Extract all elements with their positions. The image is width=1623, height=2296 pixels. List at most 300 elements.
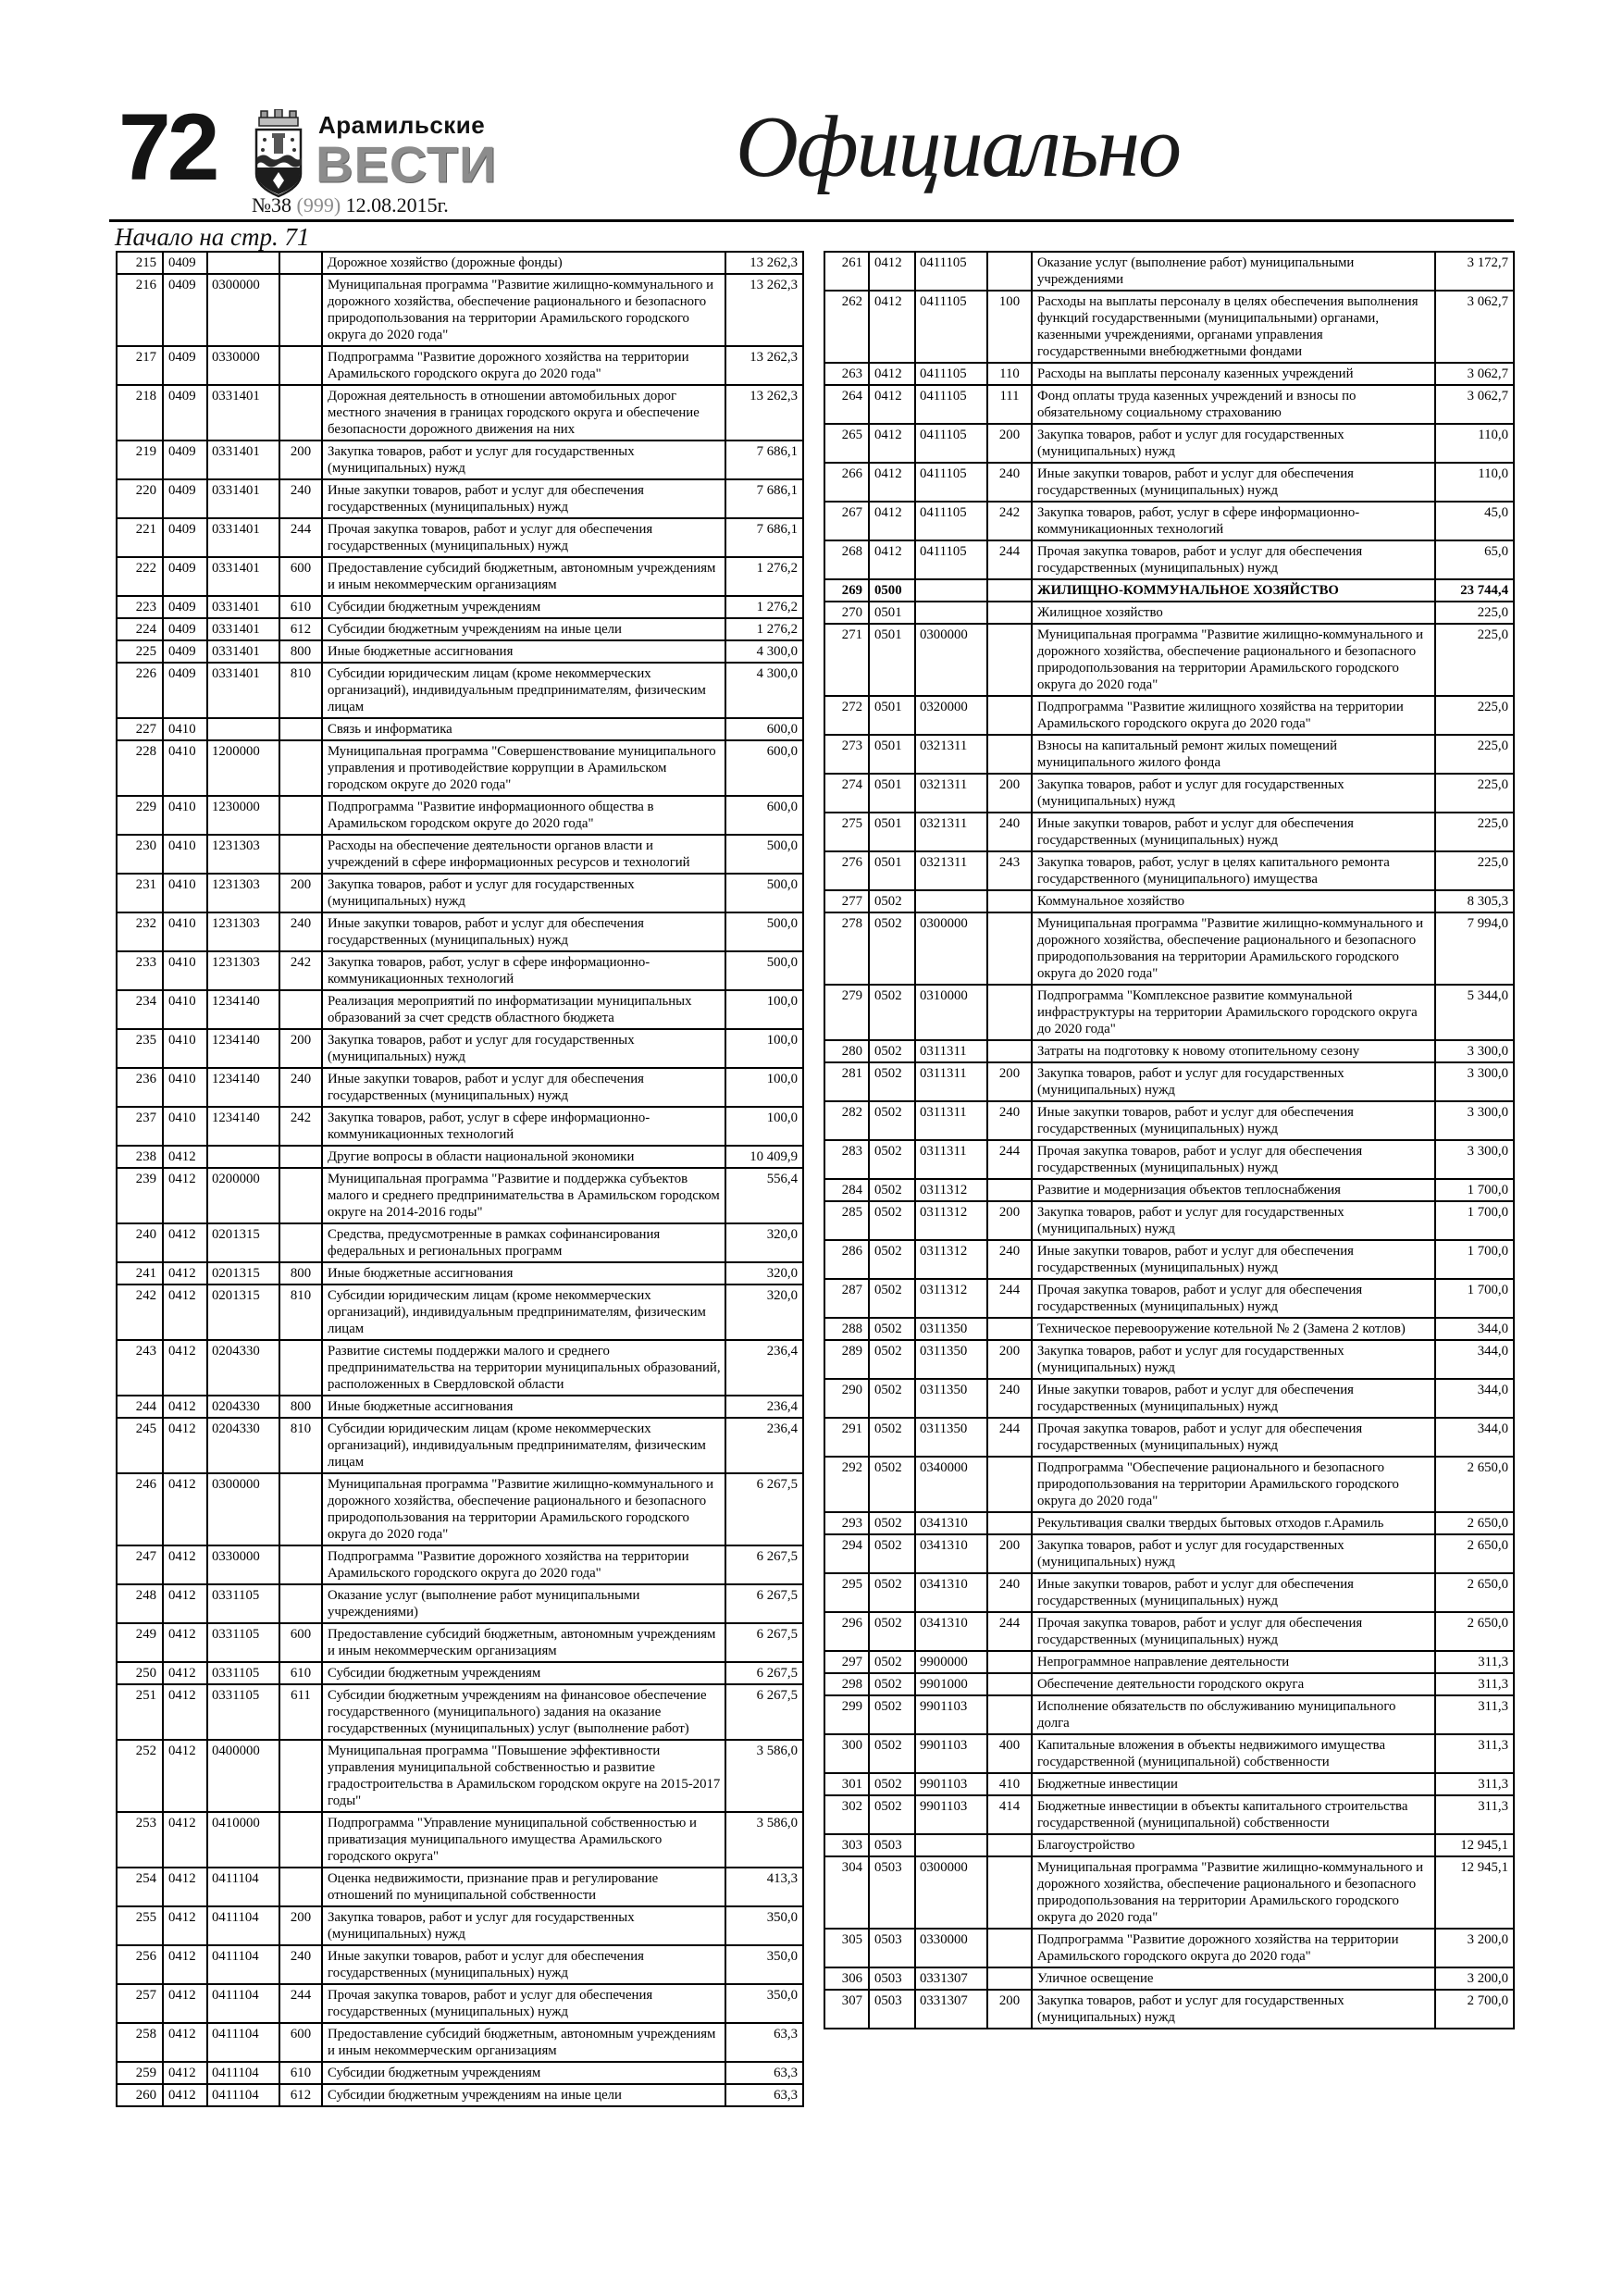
expense-type-cell: 244 <box>279 518 322 557</box>
target-article-cell: 0411105 <box>915 363 987 385</box>
budget-table-left <box>116 251 804 2107</box>
expense-type-cell: 200 <box>987 1201 1032 1240</box>
name-cell: Закупка товаров, работ и услуг для государственных (муниципальных) нужд <box>322 874 725 912</box>
row-number-cell: 227 <box>117 718 163 740</box>
expense-type-cell <box>987 579 1032 602</box>
section-code-cell: 0410 <box>163 912 207 951</box>
row-number-cell: 284 <box>824 1179 869 1201</box>
table-row <box>117 1068 803 1107</box>
target-article-cell: 1230000 <box>207 796 279 835</box>
amount-cell: 225,0 <box>1435 774 1514 813</box>
row-number-cell: 239 <box>117 1168 163 1223</box>
row-number-cell: 256 <box>117 1945 163 1984</box>
section-code-cell: 0412 <box>163 1945 207 1984</box>
section-code-cell: 0502 <box>869 1673 915 1695</box>
expense-type-cell: 242 <box>279 1107 322 1146</box>
table-row <box>824 1140 1514 1179</box>
name-cell: Расходы на выплаты персоналу в целях обеспечения выполнения функций государственными (муниципальными) органами, казенными учреждениями, органами управления государственными внебюджетными фондами <box>1032 291 1435 363</box>
table-row <box>824 1834 1514 1856</box>
expense-type-cell: 200 <box>987 1534 1032 1573</box>
amount-cell: 3 586,0 <box>725 1812 803 1868</box>
expense-type-cell: 600 <box>279 2023 322 2062</box>
row-number-cell: 305 <box>824 1929 869 1967</box>
table-row <box>824 502 1514 540</box>
name-cell: Субсидии бюджетным учреждениям <box>322 1662 725 1684</box>
expense-type-cell <box>279 1740 322 1812</box>
table-row <box>824 1573 1514 1612</box>
table-row <box>117 2084 803 2106</box>
target-article-cell: 0331401 <box>207 385 279 441</box>
row-number-cell: 229 <box>117 796 163 835</box>
target-article-cell: 0411105 <box>915 424 987 463</box>
name-cell: Иные бюджетные ассигнования <box>322 1262 725 1285</box>
expense-type-cell: 240 <box>279 479 322 518</box>
table-row <box>117 252 803 274</box>
row-number-cell: 271 <box>824 624 869 696</box>
section-code-cell: 0502 <box>869 1651 915 1673</box>
section-code-cell: 0502 <box>869 890 915 912</box>
table-row <box>824 1534 1514 1573</box>
expense-type-cell <box>987 912 1032 985</box>
name-cell: Закупка товаров, работ и услуг для государственных (муниципальных) нужд <box>1032 774 1435 813</box>
row-number-cell: 289 <box>824 1340 869 1379</box>
section-code-cell: 0410 <box>163 718 207 740</box>
expense-type-cell <box>279 346 322 385</box>
target-article-cell: 0311350 <box>915 1379 987 1418</box>
section-code-cell: 0502 <box>869 1340 915 1379</box>
name-cell: Другие вопросы в области национальной экономики <box>322 1146 725 1168</box>
name-cell: Прочая закупка товаров, работ и услуг для обеспечения государственных (муниципальных) нужд <box>1032 1140 1435 1179</box>
table-row <box>117 1945 803 1984</box>
row-number-cell: 272 <box>824 696 869 735</box>
crown-icon <box>259 109 298 126</box>
table-row <box>117 441 803 479</box>
row-number-cell: 267 <box>824 502 869 540</box>
expense-type-cell: 200 <box>279 441 322 479</box>
row-number-cell: 219 <box>117 441 163 479</box>
row-number-cell: 259 <box>117 2062 163 2084</box>
table-row <box>117 346 803 385</box>
expense-type-cell <box>987 1457 1032 1512</box>
table-row <box>117 740 803 796</box>
amount-cell: 110,0 <box>1435 424 1514 463</box>
amount-cell: 23 744,4 <box>1435 579 1514 602</box>
amount-cell: 320,0 <box>725 1262 803 1285</box>
name-cell: Закупка товаров, работ, услуг в целях капитального ремонта государственного (муниципального) имущества <box>1032 851 1435 890</box>
row-number-cell: 261 <box>824 252 869 291</box>
row-number-cell: 234 <box>117 990 163 1029</box>
table-row <box>117 874 803 912</box>
amount-cell: 3 062,7 <box>1435 385 1514 424</box>
target-article-cell: 0410000 <box>207 1812 279 1868</box>
amount-cell: 7 994,0 <box>1435 912 1514 985</box>
table-row <box>824 1512 1514 1534</box>
target-article-cell: 0321311 <box>915 735 987 774</box>
expense-type-cell <box>987 985 1032 1040</box>
name-cell: Дорожное хозяйство (дорожные фонды) <box>322 252 725 274</box>
amount-cell: 3 172,7 <box>1435 252 1514 291</box>
name-cell: Субсидии юридическим лицам (кроме некоммерческих организаций), индивидуальным предпринимателям, физическим лицам <box>322 1418 725 1473</box>
amount-cell: 500,0 <box>725 951 803 990</box>
expense-type-cell: 242 <box>987 502 1032 540</box>
table-row <box>117 596 803 618</box>
section-code-cell: 0502 <box>869 1418 915 1457</box>
section-code-cell: 0409 <box>163 346 207 385</box>
amount-cell: 311,3 <box>1435 1651 1514 1673</box>
amount-cell: 1 276,2 <box>725 618 803 640</box>
row-number-cell: 263 <box>824 363 869 385</box>
row-number-cell: 295 <box>824 1573 869 1612</box>
amount-cell: 13 262,3 <box>725 385 803 441</box>
expense-type-cell: 244 <box>987 540 1032 579</box>
name-cell: Прочая закупка товаров, работ и услуг для обеспечения государственных (муниципальных) нужд <box>1032 1418 1435 1457</box>
section-code-cell: 0410 <box>163 796 207 835</box>
continuation-note: Начало на стр. 71 <box>115 223 310 251</box>
amount-cell: 12 945,1 <box>1435 1856 1514 1929</box>
row-number-cell: 280 <box>824 1040 869 1062</box>
name-cell: Закупка товаров, работ и услуг для государственных (муниципальных) нужд <box>322 1029 725 1068</box>
target-article-cell: 0311311 <box>915 1040 987 1062</box>
expense-type-cell <box>279 1168 322 1223</box>
section-code-cell: 0503 <box>869 1990 915 2029</box>
section-code-cell: 0410 <box>163 1068 207 1107</box>
expense-type-cell: 800 <box>279 640 322 663</box>
section-code-cell: 0502 <box>869 1573 915 1612</box>
name-cell: Муниципальная программа "Повышение эффективности управления муниципальной собственностью и развитие градостроительства в Арамильском городском округе на 2015-2017 годы" <box>322 1740 725 1812</box>
target-article-cell: 0204330 <box>207 1340 279 1396</box>
section-code-cell: 0412 <box>163 1584 207 1623</box>
section-code-cell: 0412 <box>163 2084 207 2106</box>
table-row <box>117 1868 803 1906</box>
section-code-cell: 0502 <box>869 1140 915 1179</box>
name-cell: Предоставление субсидий бюджетным, автономным учреждениям и иным некоммерческим организациям <box>322 1623 725 1662</box>
table-row <box>117 1473 803 1545</box>
issue-number: №38 <box>252 193 291 217</box>
section-code-cell: 0409 <box>163 274 207 346</box>
expense-type-cell <box>279 835 322 874</box>
expense-type-cell <box>279 718 322 740</box>
section-code-cell: 0412 <box>163 1285 207 1340</box>
section-code-cell: 0502 <box>869 1773 915 1795</box>
amount-cell: 100,0 <box>725 990 803 1029</box>
table-row <box>824 1734 1514 1773</box>
header-divider <box>109 219 1514 222</box>
amount-cell: 3 300,0 <box>1435 1062 1514 1101</box>
name-cell: Иные бюджетные ассигнования <box>322 1396 725 1418</box>
expense-type-cell <box>987 1695 1032 1734</box>
section-code-cell: 0502 <box>869 1040 915 1062</box>
amount-cell: 8 305,3 <box>1435 890 1514 912</box>
newspaper-name-bottom: ВЕСТИ <box>316 135 498 193</box>
name-cell: Фонд оплаты труда казенных учреждений и взносы по обязательному социальному страхованию <box>1032 385 1435 424</box>
expense-type-cell <box>987 696 1032 735</box>
expense-type-cell: 810 <box>279 663 322 718</box>
table-row <box>824 1379 1514 1418</box>
row-number-cell: 251 <box>117 1684 163 1740</box>
name-cell: Субсидии бюджетным учреждениям <box>322 596 725 618</box>
row-number-cell: 292 <box>824 1457 869 1512</box>
expense-type-cell <box>987 1673 1032 1695</box>
table-row <box>824 1856 1514 1929</box>
expense-type-cell: 240 <box>987 813 1032 851</box>
expense-type-cell <box>279 1473 322 1545</box>
row-number-cell: 245 <box>117 1418 163 1473</box>
target-article-cell: 0300000 <box>915 912 987 985</box>
expense-type-cell <box>279 252 322 274</box>
expense-type-cell <box>987 1179 1032 1201</box>
row-number-cell: 276 <box>824 851 869 890</box>
section-code-cell: 0412 <box>163 1684 207 1740</box>
section-code-cell: 0412 <box>163 1223 207 1262</box>
section-code-cell: 0502 <box>869 1734 915 1773</box>
amount-cell: 4 300,0 <box>725 640 803 663</box>
target-article-cell: 0331105 <box>207 1662 279 1684</box>
section-code-cell: 0412 <box>869 463 915 502</box>
expense-type-cell: 200 <box>279 1906 322 1945</box>
name-cell: Рекультивация свалки твердых бытовых отходов г.Арамиль <box>1032 1512 1435 1534</box>
target-article-cell: 0311311 <box>915 1101 987 1140</box>
row-number-cell: 255 <box>117 1906 163 1945</box>
amount-cell: 7 686,1 <box>725 518 803 557</box>
table-row <box>824 1062 1514 1101</box>
row-number-cell: 283 <box>824 1140 869 1179</box>
expense-type-cell: 200 <box>987 1990 1032 2029</box>
table-row <box>824 985 1514 1040</box>
name-cell: Иные закупки товаров, работ и услуг для обеспечения государственных (муниципальных) нужд <box>322 1068 725 1107</box>
name-cell: Непрограммное направление деятельности <box>1032 1651 1435 1673</box>
name-cell: Техническое перевооружение котельной № 2 (Замена 2 котлов) <box>1032 1318 1435 1340</box>
target-article-cell: 0331401 <box>207 663 279 718</box>
table-row <box>117 479 803 518</box>
section-code-cell: 0412 <box>163 1662 207 1684</box>
row-number-cell: 224 <box>117 618 163 640</box>
target-article-cell: 0341310 <box>915 1512 987 1534</box>
target-article-cell: 0331401 <box>207 441 279 479</box>
issue-index: (999) <box>296 193 341 217</box>
amount-cell: 500,0 <box>725 912 803 951</box>
row-number-cell: 220 <box>117 479 163 518</box>
name-cell: Закупка товаров, работ и услуг для государственных (муниципальных) нужд <box>1032 1062 1435 1101</box>
name-cell: Иные закупки товаров, работ и услуг для обеспечения государственных (муниципальных) нужд <box>1032 813 1435 851</box>
expense-type-cell <box>987 890 1032 912</box>
amount-cell: 350,0 <box>725 1945 803 1984</box>
amount-cell: 225,0 <box>1435 602 1514 624</box>
name-cell: Закупка товаров, работ и услуг для государственных (муниципальных) нужд <box>1032 1534 1435 1573</box>
amount-cell: 4 300,0 <box>725 663 803 718</box>
table-row <box>117 2062 803 2084</box>
amount-cell: 1 700,0 <box>1435 1201 1514 1240</box>
section-code-cell: 0409 <box>163 596 207 618</box>
target-article-cell: 0411104 <box>207 2023 279 2062</box>
name-cell: Подпрограмма "Развитие жилищного хозяйства на территории Арамильского городского округа до 2020 года" <box>1032 696 1435 735</box>
target-article-cell <box>915 602 987 624</box>
name-cell: Предоставление субсидий бюджетным, автономным учреждениям и иным некоммерческим организациям <box>322 557 725 596</box>
table-row <box>824 1612 1514 1651</box>
target-article-cell: 9901000 <box>915 1673 987 1695</box>
expense-type-cell: 244 <box>987 1279 1032 1318</box>
table-row <box>117 1029 803 1068</box>
amount-cell: 311,3 <box>1435 1795 1514 1834</box>
row-number-cell: 223 <box>117 596 163 618</box>
table-row <box>117 1168 803 1223</box>
amount-cell: 500,0 <box>725 835 803 874</box>
expense-type-cell: 240 <box>987 1240 1032 1279</box>
target-article-cell: 1231303 <box>207 912 279 951</box>
target-article-cell <box>915 579 987 602</box>
name-cell: Муниципальная программа "Развитие жилищно-коммунального и дорожного хозяйства, обеспечение рационального и безопасного природопользования на территории Арамильского городского округа до 2020 года" <box>322 274 725 346</box>
amount-cell: 236,4 <box>725 1396 803 1418</box>
expense-type-cell: 240 <box>987 1573 1032 1612</box>
target-article-cell <box>915 1834 987 1856</box>
section-code-cell: 0412 <box>869 502 915 540</box>
section-code-cell: 0501 <box>869 813 915 851</box>
expense-type-cell <box>279 385 322 441</box>
expense-type-cell <box>279 990 322 1029</box>
row-number-cell: 257 <box>117 1984 163 2023</box>
expense-type-cell: 800 <box>279 1262 322 1285</box>
table-row <box>117 1340 803 1396</box>
target-article-cell: 0300000 <box>915 1856 987 1929</box>
target-article-cell: 0411104 <box>207 2084 279 2106</box>
target-article-cell: 0311312 <box>915 1179 987 1201</box>
row-number-cell: 296 <box>824 1612 869 1651</box>
target-article-cell: 0331401 <box>207 479 279 518</box>
expense-type-cell <box>987 1512 1032 1534</box>
amount-cell: 2 650,0 <box>1435 1612 1514 1651</box>
target-article-cell: 0331307 <box>915 1990 987 2029</box>
table-row <box>117 718 803 740</box>
amount-cell: 6 267,5 <box>725 1623 803 1662</box>
target-article-cell: 1234140 <box>207 990 279 1029</box>
target-article-cell: 0321311 <box>915 774 987 813</box>
expense-type-cell: 200 <box>987 424 1032 463</box>
row-number-cell: 304 <box>824 1856 869 1929</box>
amount-cell: 63,3 <box>725 2023 803 2062</box>
row-number-cell: 243 <box>117 1340 163 1396</box>
target-article-cell: 0411105 <box>915 463 987 502</box>
city-emblem-icon <box>252 109 305 198</box>
table-row <box>824 1340 1514 1379</box>
section-code-cell: 0502 <box>869 912 915 985</box>
section-code-cell: 0502 <box>869 1318 915 1340</box>
name-cell: Подпрограмма "Развитие дорожного хозяйства на территории Арамильского городского округа до 2020 года" <box>1032 1929 1435 1967</box>
section-code-cell: 0412 <box>163 1868 207 1906</box>
name-cell: Исполнение обязательств по обслуживанию муниципального долга <box>1032 1695 1435 1734</box>
expense-type-cell <box>987 624 1032 696</box>
amount-cell: 12 945,1 <box>1435 1834 1514 1856</box>
name-cell: Взносы на капитальный ремонт жилых помещений муниципального жилого фонда <box>1032 735 1435 774</box>
name-cell: Иные закупки товаров, работ и услуг для обеспечения государственных (муниципальных) нужд <box>322 479 725 518</box>
name-cell: Бюджетные инвестиции <box>1032 1773 1435 1795</box>
section-code-cell: 0409 <box>163 252 207 274</box>
amount-cell: 1 276,2 <box>725 557 803 596</box>
section-code-cell: 0412 <box>163 1740 207 1812</box>
table-row <box>824 1673 1514 1695</box>
amount-cell: 2 650,0 <box>1435 1512 1514 1534</box>
target-article-cell: 0341310 <box>915 1612 987 1651</box>
name-cell: Закупка товаров, работ и услуг для государственных (муниципальных) нужд <box>1032 1201 1435 1240</box>
name-cell: Субсидии бюджетным учреждениям на иные цели <box>322 2084 725 2106</box>
row-number-cell: 262 <box>824 291 869 363</box>
section-code-cell: 0412 <box>869 540 915 579</box>
table-row <box>824 540 1514 579</box>
target-article-cell: 0201315 <box>207 1285 279 1340</box>
expense-type-cell: 240 <box>987 1379 1032 1418</box>
section-code-cell: 0412 <box>163 1418 207 1473</box>
table-row <box>117 1584 803 1623</box>
name-cell: Субсидии бюджетным учреждениям на финансовое обеспечение государственного (муниципального) задания на оказание государственных (муниципальных) услуг (выполнение работ) <box>322 1684 725 1740</box>
amount-cell: 6 267,5 <box>725 1684 803 1740</box>
section-code-cell: 0409 <box>163 441 207 479</box>
amount-cell: 556,4 <box>725 1168 803 1223</box>
name-cell: Муниципальная программа "Развитие жилищно-коммунального и дорожного хозяйства, обеспечение рационального и безопасного природопользования на территории Арамильского городского округа до 2020 года" <box>322 1473 725 1545</box>
table-row <box>824 813 1514 851</box>
issue-info <box>252 193 449 217</box>
name-cell: Субсидии бюджетным учреждениям <box>322 2062 725 2084</box>
target-article-cell: 0330000 <box>915 1929 987 1967</box>
amount-cell: 344,0 <box>1435 1418 1514 1457</box>
name-cell: Прочая закупка товаров, работ и услуг для обеспечения государственных (муниципальных) нужд <box>322 518 725 557</box>
table-row <box>117 1740 803 1812</box>
name-cell: Бюджетные инвестиции в объекты капитального строительства государственной (муниципальной) собственности <box>1032 1795 1435 1834</box>
expense-type-cell: 410 <box>987 1773 1032 1795</box>
table-row <box>824 1101 1514 1140</box>
table-row <box>824 252 1514 291</box>
name-cell: Подпрограмма "Управление муниципальной собственностью и приватизация муниципального имущества Арамильского городского округа" <box>322 1812 725 1868</box>
section-code-cell: 0412 <box>163 1396 207 1418</box>
expense-type-cell: 610 <box>279 596 322 618</box>
table-row <box>117 274 803 346</box>
row-number-cell: 233 <box>117 951 163 990</box>
name-cell: Подпрограмма "Комплексное развитие коммунальной инфраструктуры на территории Арамильского городского округа до 2020 года" <box>1032 985 1435 1040</box>
row-number-cell: 235 <box>117 1029 163 1068</box>
name-cell: Уличное освещение <box>1032 1967 1435 1990</box>
name-cell: Расходы на обеспечение деятельности органов власти и учреждений в сфере информационных ресурсов и технологий <box>322 835 725 874</box>
name-cell: Развитие системы поддержки малого и среднего предпринимательства на территории муниципальных образований, расположенных в Свердловской области <box>322 1340 725 1396</box>
target-article-cell: 0331105 <box>207 1584 279 1623</box>
amount-cell: 344,0 <box>1435 1318 1514 1340</box>
amount-cell: 2 650,0 <box>1435 1573 1514 1612</box>
target-article-cell: 0311312 <box>915 1279 987 1318</box>
table-row <box>824 890 1514 912</box>
row-number-cell: 307 <box>824 1990 869 2029</box>
section-code-cell: 0502 <box>869 1695 915 1734</box>
section-code-cell: 0502 <box>869 1512 915 1534</box>
name-cell: Прочая закупка товаров, работ и услуг для обеспечения государственных (муниципальных) нужд <box>1032 1279 1435 1318</box>
table-row <box>824 1279 1514 1318</box>
table-row <box>117 912 803 951</box>
amount-cell: 100,0 <box>725 1068 803 1107</box>
name-cell: Иные закупки товаров, работ и услуг для обеспечения государственных (муниципальных) нужд <box>1032 463 1435 502</box>
table-row <box>117 1223 803 1262</box>
section-code-cell: 0502 <box>869 1379 915 1418</box>
row-number-cell: 237 <box>117 1107 163 1146</box>
table-row <box>824 1201 1514 1240</box>
amount-cell: 500,0 <box>725 874 803 912</box>
expense-type-cell <box>987 602 1032 624</box>
section-code-cell: 0409 <box>163 640 207 663</box>
target-article-cell: 0321311 <box>915 851 987 890</box>
expense-type-cell <box>987 1318 1032 1340</box>
name-cell: Муниципальная программа "Развитие жилищно-коммунального и дорожного хозяйства, обеспечение рационального и безопасного природопользования на территории Арамильского городского округа до 2020 года" <box>1032 912 1435 985</box>
newspaper-name-top: Арамильские <box>318 111 486 139</box>
expense-type-cell: 200 <box>987 1062 1032 1101</box>
target-article-cell: 0331401 <box>207 640 279 663</box>
name-cell: Иные закупки товаров, работ и услуг для обеспечения государственных (муниципальных) нужд <box>1032 1573 1435 1612</box>
name-cell: Жилищное хозяйство <box>1032 602 1435 624</box>
target-article-cell: 0411104 <box>207 2062 279 2084</box>
section-code-cell: 0501 <box>869 851 915 890</box>
